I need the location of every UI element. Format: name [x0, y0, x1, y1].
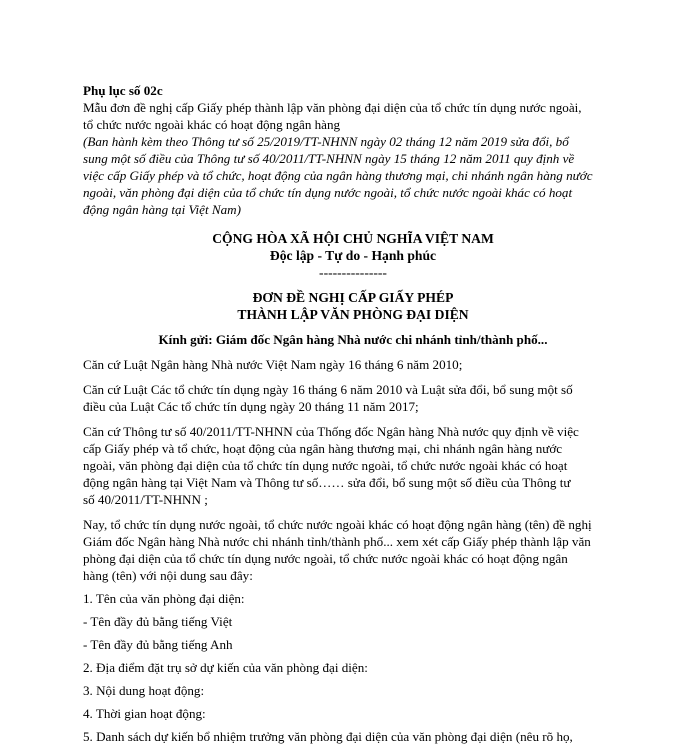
list-item: 2. Địa điểm đặt trụ sở dự kiến của văn phòng đại diện:	[83, 660, 368, 675]
basis-3-line: ngoài, văn phòng đại diện của tổ chức tín dụng nước ngoài, tổ chức nước ngoài khác có hoạt	[83, 458, 568, 473]
appendix-note-line: (Ban hành kèm theo Thông tư số 25/2019/TT-NHNN ngày 02 tháng 12 năm 2019 sửa đổi, bổ	[83, 134, 569, 149]
basis-3	[83, 423, 623, 508]
appendix-line-2: tổ chức nước ngoài khác có hoạt động ngân hàng	[83, 117, 341, 132]
motto: Độc lập - Tự do - Hạnh phúc	[269, 248, 437, 263]
request-line: Giám đốc Ngân hàng Nhà nước chi nhánh tỉnh/thành phố... xem xét cấp Giấy phép thành lập văn	[83, 534, 591, 549]
appendix-note-line: sung một số điều của Thông tư số 40/2011/TT-NHNN ngày 15 tháng 12 năm 2011 quy định về	[83, 151, 575, 166]
request-line: phòng đại diện của tổ chức tín dụng nước ngoài, tổ chức nước ngoài khác có hoạt động ngân	[83, 551, 568, 566]
request-line: Nay, tổ chức tín dụng nước ngoài, tổ chức nước ngoài khác có hoạt động ngân hàng (tên) đề nghị	[83, 517, 592, 532]
basis-2-line: điều của Luật Các tổ chức tín dụng ngày 20 tháng 11 năm 2017;	[83, 399, 419, 414]
request-paragraph	[83, 516, 623, 584]
appendix-line-1: Mẫu đơn đề nghị cấp Giấy phép thành lập văn phòng đại diện của tổ chức tín dụng nước ngoài,	[83, 100, 582, 115]
appendix-note-line: động ngân hàng tại Việt Nam)	[83, 202, 241, 217]
item-list	[83, 590, 623, 745]
national-header	[83, 230, 623, 281]
basis-3-line: số 40/2011/TT-NHNN ;	[83, 492, 208, 507]
basis-3-line: cấp Giấy phép và tổ chức, hoạt động của ngân hàng thương mại, chi nhánh ngân hàng nước	[83, 441, 563, 456]
country-name: CỘNG HÒA XÃ HỘI CHỦ NGHĨA VIỆT NAM	[212, 231, 494, 246]
list-item: 5. Danh sách dự kiến bổ nhiệm trưởng văn phòng đại diện của văn phòng đại diện (nêu rõ họ,	[83, 729, 573, 744]
appendix-note-line: việc cấp Giấy phép và tổ chức, hoạt động của ngân hàng thương mại, chi nhánh ngân hàng nước	[83, 168, 593, 183]
appendix-note	[83, 133, 623, 218]
document-page	[83, 82, 623, 745]
basis-1: Căn cứ Luật Ngân hàng Nhà nước Việt Nam ngày 16 tháng 6 năm 2010;	[83, 357, 463, 372]
document-title	[83, 289, 623, 323]
basis-3-line: Căn cứ Thông tư số 40/2011/TT-NHNN của Thống đốc Ngân hàng Nhà nước quy định về việc	[83, 424, 579, 439]
addressee: Kính gửi: Giám đốc Ngân hàng Nhà nước chi nhánh tỉnh/thành phố...	[158, 332, 548, 347]
title-line-1: ĐƠN ĐỀ NGHỊ CẤP GIẤY PHÉP	[252, 290, 454, 305]
list-item: 1. Tên của văn phòng đại diện:	[83, 591, 245, 606]
list-item: 3. Nội dung hoạt động:	[83, 683, 205, 698]
title-line-2: THÀNH LẬP VĂN PHÒNG ĐẠI DIỆN	[237, 307, 469, 322]
basis-2-line: Căn cứ Luật Các tổ chức tín dụng ngày 16 tháng 6 năm 2010 và Luật sửa đổi, bổ sung một số	[83, 382, 573, 397]
list-item: - Tên đầy đủ bằng tiếng Việt	[83, 614, 233, 629]
appendix-note-line: ngoài, văn phòng đại diện của tổ chức tín dụng nước ngoài, tổ chức nước ngoài khác có hoạt	[83, 185, 573, 200]
request-line: hàng (tên) với nội dung sau đây:	[83, 568, 253, 583]
list-item: 4. Thời gian hoạt động:	[83, 706, 206, 721]
list-item: - Tên đầy đủ bằng tiếng Anh	[83, 637, 233, 652]
basis-2	[83, 381, 623, 415]
basis-3-line: động ngân hàng tại Việt Nam và Thông tư số…… sửa đổi, bổ sung một số điều của Thông tư	[83, 475, 571, 490]
header-divider: ---------------	[319, 265, 387, 280]
appendix-label: Phụ lục số 02c	[83, 83, 163, 98]
